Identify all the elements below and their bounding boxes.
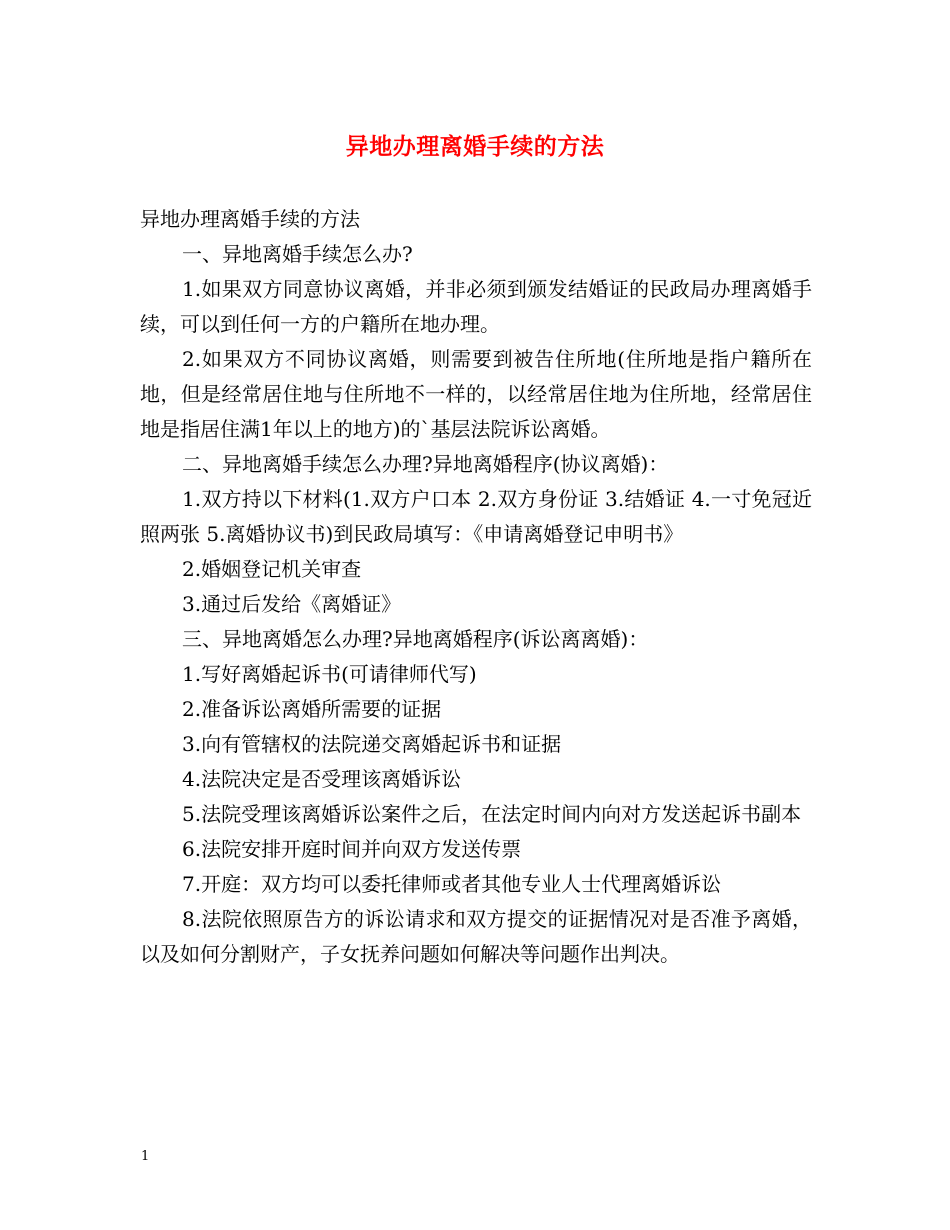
paragraph-heading: 异地办理离婚手续的方法 [140,207,360,231]
paragraph: 2.准备诉讼离婚所需要的证据 [182,697,442,721]
section-heading-2: 二、异地离婚手续怎么办理?异地离婚程序(协议离婚)： [182,452,669,476]
paragraph: 1.写好离婚起诉书(可请律师代写) [182,662,477,686]
paragraph: 2.如果双方不同协议离婚，则需要到被告住所地(住所地是指户籍所在地，但是经常居住地与住所地不一样的，以经常居住地为住所地，经常居住地是指居住满1年以上的地方)的`基层法院诉讼离婚。 [140,347,812,441]
paragraph: 8.法院依照原告方的诉讼请求和双方提交的证据情况对是否准予离婚，以及如何分割财产，子女抚养问题如何解决等问题作出判决。 [140,907,812,966]
page-number: 1 [141,1149,150,1164]
paragraph: 3.向有管辖权的法院递交离婚起诉书和证据 [182,732,562,756]
document-body [140,202,812,972]
paragraph: 3.通过后发给《离婚证》 [182,592,402,616]
section-heading-1: 一、异地离婚手续怎么办? [182,242,413,266]
document-title: 异地办理离婚手续的方法 [345,133,605,160]
paragraph: 2.婚姻登记机关审查 [182,557,362,581]
paragraph: 1.如果双方同意协议离婚，并非必须到颁发结婚证的民政局办理离婚手续，可以到任何一方的户籍所在地办理。 [140,277,812,336]
section-heading-3: 三、异地离婚怎么办理?异地离婚程序(诉讼离离婚)： [182,627,649,651]
paragraph: 6.法院安排开庭时间并向双方发送传票 [182,837,522,861]
paragraph: 4.法院决定是否受理该离婚诉讼 [182,767,462,791]
paragraph: 7.开庭：双方均可以委托律师或者其他专业人士代理离婚诉讼 [182,872,722,896]
paragraph: 5.法院受理该离婚诉讼案件之后，在法定时间内向对方发送起诉书副本 [182,802,802,826]
paragraph: 1.双方持以下材料(1.双方户口本 2.双方身份证 3.结婚证 4.一寸免冠近照两张 5.离婚协议书)到民政局填写：《申请离婚登记申明书》 [140,487,812,546]
